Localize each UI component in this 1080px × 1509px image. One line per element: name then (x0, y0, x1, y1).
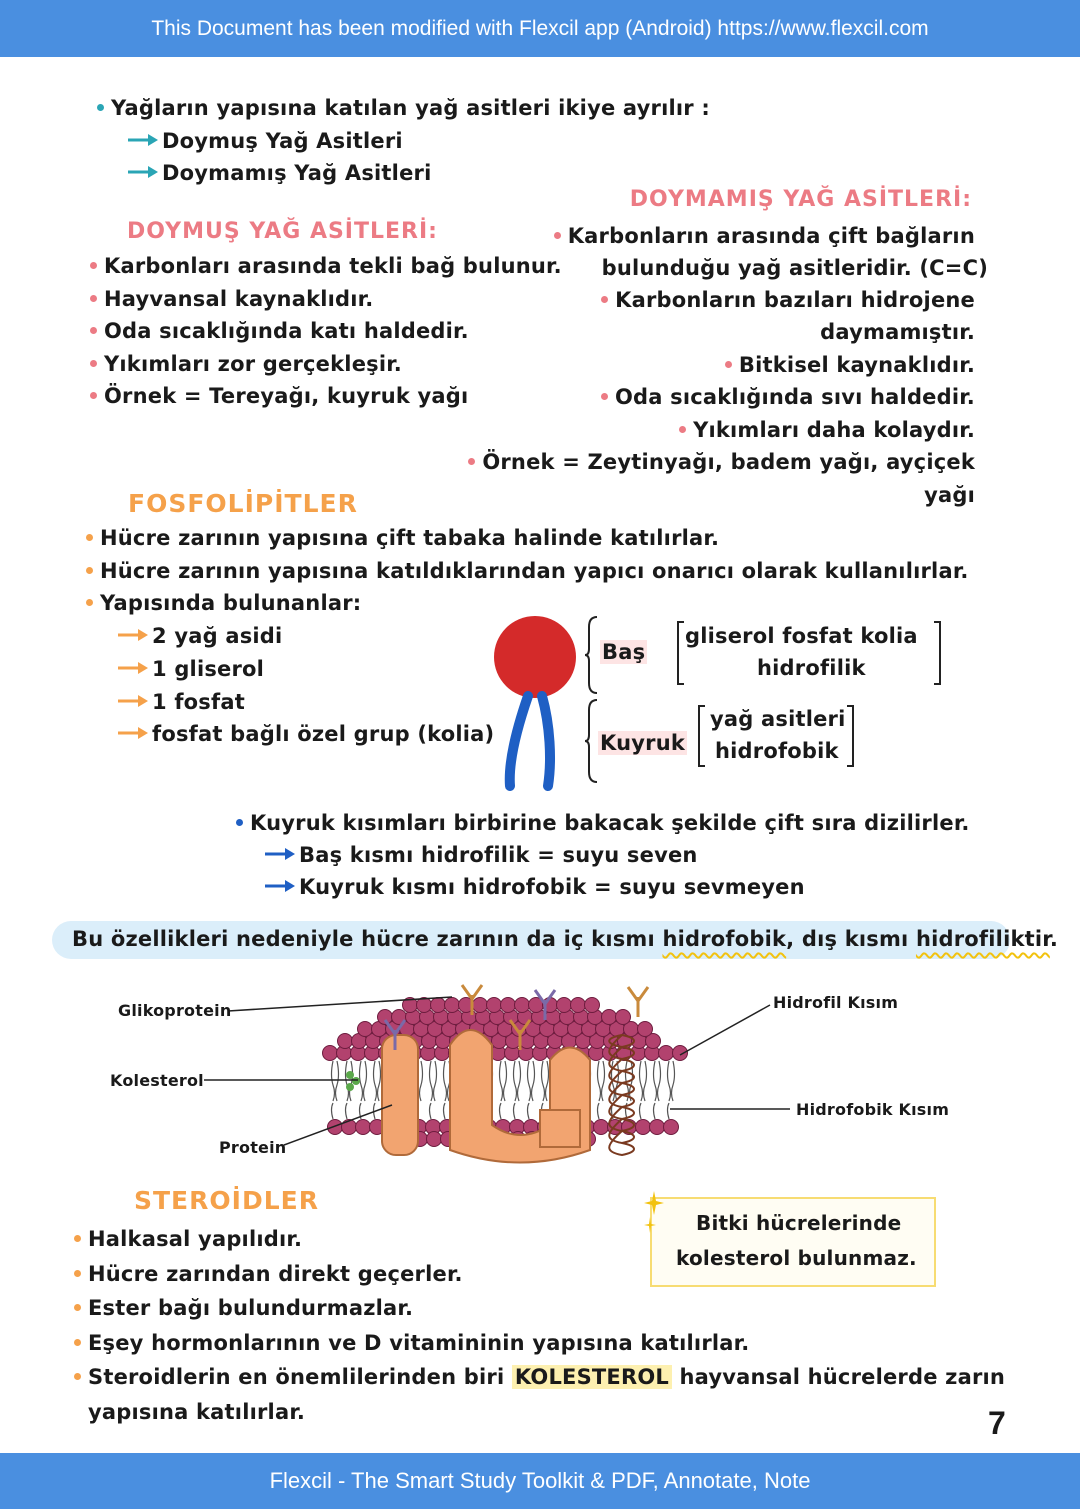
lipid-tail (640, 1061, 643, 1101)
steroid-item-text: Hücre zarından direkt geçerler. (88, 1262, 463, 1286)
lipid-head (659, 1046, 674, 1061)
lipid-tail (332, 1103, 334, 1119)
summary-middle: , dış kısmı (786, 927, 916, 951)
lipid-tail (420, 1061, 423, 1101)
lipid-tail (528, 1061, 531, 1101)
steroid-item (74, 1227, 302, 1251)
component-item (118, 722, 494, 746)
unsaturated-item (601, 288, 975, 312)
membrane-protein (382, 1035, 418, 1155)
arrow-right-icon (118, 661, 148, 675)
lipid-tail (668, 1061, 671, 1101)
kolesterol-highlight: KOLESTEROL (512, 1365, 672, 1389)
lipid-tail (430, 1103, 432, 1119)
steroid-item (74, 1296, 413, 1320)
head-label (600, 640, 647, 664)
summary-line (72, 927, 1058, 951)
summary-prefix: Bu özellikleri nedeniyle hücre zarının da iç kısmı (72, 927, 663, 951)
phospholipid-item-text: Hücre zarının yapısına katıldıklarından yapıcı onarıcı olarak kullanılırlar. (100, 559, 969, 583)
lipid-head (501, 998, 516, 1013)
tail-desc-1: yağ asitleri (710, 707, 846, 731)
steroid-item-text: Halkasal yapılıdır. (88, 1227, 303, 1251)
glycoprotein-label: Glikoprotein (118, 1001, 232, 1020)
bullet (601, 393, 608, 400)
saturated-item (90, 319, 469, 343)
unsaturated-item-cont: bulunduğu yağ asitleridir. (C=C) (601, 256, 988, 280)
unsaturated-item-text: Oda sıcaklığında sıvı haldedir. (614, 385, 975, 409)
tail-note-text: Kuyruk kısmı hidrofobik = suyu sevmeyen (299, 875, 805, 899)
phospholipid-tail (542, 696, 550, 786)
cholesterol-molecule (346, 1071, 360, 1091)
lipid-tail (658, 1061, 661, 1101)
arrow-right-icon (118, 628, 148, 642)
lipid-tail (444, 1061, 447, 1101)
bullet (90, 262, 97, 269)
lipid-head (427, 1132, 442, 1147)
bullet (90, 392, 97, 399)
arrow-right-icon (128, 133, 158, 147)
saturated-item (90, 254, 562, 278)
lipid-head (356, 1120, 371, 1135)
lipid-head (358, 1022, 373, 1037)
arrow-right-icon (118, 694, 148, 708)
lipid-tail (346, 1061, 349, 1101)
glycoprotein-branch (628, 987, 638, 1001)
unsaturated-item-cont: daymamıştır. (820, 320, 975, 344)
tail-label (598, 731, 687, 755)
cholesterol-label: Kolesterol (110, 1071, 204, 1090)
lipid-tail (532, 1061, 535, 1101)
bottom-banner: Flexcil - The Smart Study Toolkit & PDF, Annotate, Note (0, 1453, 1080, 1509)
bullet (554, 232, 561, 239)
saturated-title: DOYMUŞ YAĞ ASİTLERİ: (127, 219, 438, 244)
lipid-head (650, 1120, 665, 1135)
phospholipid-item (86, 591, 361, 615)
lipid-tail (364, 1061, 367, 1101)
phospholipid-item (86, 526, 719, 550)
unsaturated-item (725, 353, 975, 377)
lipid-tail (546, 1061, 549, 1101)
lipid-head (602, 1010, 617, 1025)
summary-suffix: . (1049, 927, 1059, 951)
component-text: 1 fosfat (152, 690, 245, 714)
summary-hydrophilic: hidrofiliktir (915, 927, 1050, 951)
lipid-tail (430, 1061, 433, 1101)
note-line-1: Bitki hücrelerinde (696, 1211, 902, 1235)
phospholipid-title: FOSFOLİPİTLER (128, 489, 358, 518)
bullet (679, 426, 686, 433)
lipid-tail (514, 1103, 516, 1119)
bullet (725, 361, 732, 368)
lipid-head (638, 1022, 653, 1037)
summary-hydrophobic: hidrofobik (662, 927, 787, 951)
lipid-head (664, 1120, 679, 1135)
saturated-item-text: Yıkımları zor gerçekleşir. (104, 352, 402, 376)
lipid-head (487, 998, 502, 1013)
unsaturated-title: DOYMAMIŞ YAĞ ASİTLERİ: (629, 187, 972, 212)
lipid-head (338, 1034, 353, 1049)
lipid-tail (542, 1061, 545, 1101)
steroid-item-text: Ester bağı bulundurmazlar. (88, 1296, 414, 1320)
intro-item-unsaturated (128, 161, 431, 185)
steroid-item-cont: yapısına katılırlar. (88, 1400, 306, 1424)
tail-label-text: Kuyruk (600, 731, 686, 755)
lipid-head (431, 998, 446, 1013)
lipid-head (328, 1120, 343, 1135)
right-bracket-icon (845, 704, 855, 768)
bullet (90, 327, 97, 334)
unsaturated-item-text: Yıkımları daha kolaydır. (693, 418, 975, 442)
tail-brace-icon (585, 698, 599, 784)
intro-text: Yağların yapısına katılan yağ asitleri ikiye ayrılır : (111, 96, 710, 120)
lipid-head (445, 998, 460, 1013)
lipid-head (515, 998, 530, 1013)
lipid-tail (598, 1061, 601, 1101)
saturated-item-text: Karbonları arasında tekli bağ bulunur. (104, 254, 562, 278)
glycoprotein-branch (472, 985, 482, 999)
saturated-item (90, 287, 373, 311)
lipid-tail (654, 1103, 656, 1119)
head-desc-2: hidrofilik (757, 656, 866, 680)
membrane-protein (540, 1110, 580, 1147)
lipid-tail (672, 1061, 675, 1101)
lipid-tail (336, 1061, 339, 1101)
lipid-tail (346, 1103, 348, 1119)
lipid-tail (434, 1061, 437, 1101)
note-line-2: kolesterol bulunmaz. (676, 1246, 917, 1270)
phospholipid-item-text: Hücre zarının yapısına çift tabaka halinde katılırlar. (100, 526, 720, 550)
component-text: fosfat bağlı özel grup (kolia) (152, 722, 495, 746)
arrow-right-icon (128, 165, 158, 179)
steroid-item-text: Eşey hormonlarının ve D vitamininin yapısına katılırlar. (88, 1331, 750, 1355)
bullet (86, 534, 93, 541)
lipid-tail (668, 1103, 670, 1119)
steroid-item-text: hayvansal hücrelerde zarın (671, 1365, 1006, 1389)
head-desc-1: gliserol fosfat kolia (685, 624, 918, 648)
tail-desc-2: hidrofobik (715, 739, 839, 763)
component-text: 2 yağ asidi (152, 624, 283, 648)
hydrophobic-label: Hidrofobik Kısım (796, 1100, 950, 1119)
unsaturated-item (554, 224, 975, 248)
arrangement-line (236, 811, 970, 835)
component-text: 1 gliserol (152, 657, 265, 681)
unsaturated-item-text: Karbonların arasında çift bağların (567, 224, 975, 248)
left-bracket-icon (697, 704, 707, 768)
note-box (650, 1197, 936, 1287)
saturated-item (90, 384, 468, 408)
saturated-item-text: Örnek = Tereyağı, kuyruk yağı (104, 384, 469, 408)
right-bracket-icon (932, 620, 942, 686)
bullet (236, 819, 243, 826)
component-item (118, 690, 245, 714)
lipid-head (673, 1046, 688, 1061)
bullet (74, 1339, 81, 1346)
lipid-head (557, 998, 572, 1013)
lipid-tail (500, 1103, 502, 1119)
lipid-tail (444, 1103, 446, 1119)
top-banner: This Document has been modified with Flexcil app (Android) https://www.flexcil.com (0, 0, 1080, 57)
lipid-tail (378, 1061, 381, 1101)
unsaturated-item (679, 418, 975, 442)
hydrophilic-pointer (680, 1005, 770, 1055)
lipid-tail (514, 1061, 517, 1101)
lipid-tail (644, 1061, 647, 1101)
lipid-tail (602, 1061, 605, 1101)
lipid-tail (528, 1103, 530, 1119)
unsaturated-item (468, 450, 975, 474)
lipid-head (636, 1120, 651, 1135)
bullet (74, 1304, 81, 1311)
lipid-tail (332, 1061, 335, 1101)
tail-note (265, 875, 805, 899)
lipid-head (342, 1120, 357, 1135)
lipid-tail (518, 1061, 521, 1101)
unsaturated-item-text: Örnek = Zeytinyağı, badem yağı, ayçiçek (482, 450, 975, 474)
bullet (90, 360, 97, 367)
bullet (74, 1235, 81, 1242)
saturated-item-text: Hayvansal kaynaklıdır. (104, 287, 374, 311)
head-note-text: Baş kısmı hidrofilik = suyu seven (299, 843, 698, 867)
bullet (601, 296, 608, 303)
arrow-right-icon (265, 847, 295, 861)
arrow-right-icon (118, 726, 148, 740)
glycoprotein-branch (462, 985, 472, 999)
head-note (265, 843, 698, 867)
lipid-tail (654, 1061, 657, 1101)
glycoprotein-branch (638, 987, 648, 1001)
bullet (90, 295, 97, 302)
steroid-item (74, 1331, 749, 1355)
lipid-head (323, 1046, 338, 1061)
hydrophilic-label: Hidrofil Kısım (773, 993, 899, 1012)
head-brace-icon (585, 615, 599, 695)
page-number: 7 (988, 1405, 1006, 1441)
bullet (86, 567, 93, 574)
lipid-tail (598, 1103, 600, 1119)
bullet (74, 1270, 81, 1277)
lipid-head (571, 998, 586, 1013)
phospholipid-item-text: Yapısında bulunanlar: (100, 591, 362, 615)
sparkle-icon (642, 1191, 666, 1239)
unsaturated-item-text: Karbonların bazıları hidrojene (615, 288, 975, 312)
component-item (118, 624, 282, 648)
lipid-head (616, 1010, 631, 1025)
lipid-tail (504, 1061, 507, 1101)
bullet (97, 104, 104, 111)
bullet (74, 1373, 81, 1380)
intro-item-text: Doymuş Yağ Asitleri (162, 129, 403, 153)
bullet (86, 599, 93, 606)
steroid-item (74, 1365, 1005, 1389)
unsaturated-item (601, 385, 975, 409)
arrow-right-icon (265, 879, 295, 893)
protein-label: Protein (219, 1138, 287, 1157)
arrangement-text: Kuyruk kısımları birbirine bakacak şekilde çift sıra dizilirler. (250, 811, 970, 835)
intro-item-text: Doymamış Yağ Asitleri (162, 161, 432, 185)
phospholipid-head (494, 616, 576, 698)
lipid-head (473, 998, 488, 1013)
lipid-head (594, 1120, 609, 1135)
unsaturated-item-cont: yağı (924, 483, 975, 507)
unsaturated-item-text: Bitkisel kaynaklıdır. (738, 353, 975, 377)
steroid-item-text: Steroidlerin en önemlilerinden biri (88, 1365, 512, 1389)
head-label-text: Baş (602, 640, 646, 664)
saturated-item (90, 352, 402, 376)
intro-item-saturated (128, 129, 403, 153)
lipid-head (585, 998, 600, 1013)
lipid-tail (374, 1061, 377, 1101)
phospholipid-tail (510, 696, 528, 786)
lipid-tail (500, 1061, 503, 1101)
component-item (118, 657, 264, 681)
phospholipid-item (86, 559, 969, 583)
steroid-title: STEROİDLER (134, 1186, 319, 1215)
saturated-item-text: Oda sıcaklığında katı haldedir. (104, 319, 469, 343)
bullet (468, 458, 475, 465)
steroid-item (74, 1262, 463, 1286)
intro-line (97, 96, 710, 120)
lipid-tail (640, 1103, 642, 1119)
